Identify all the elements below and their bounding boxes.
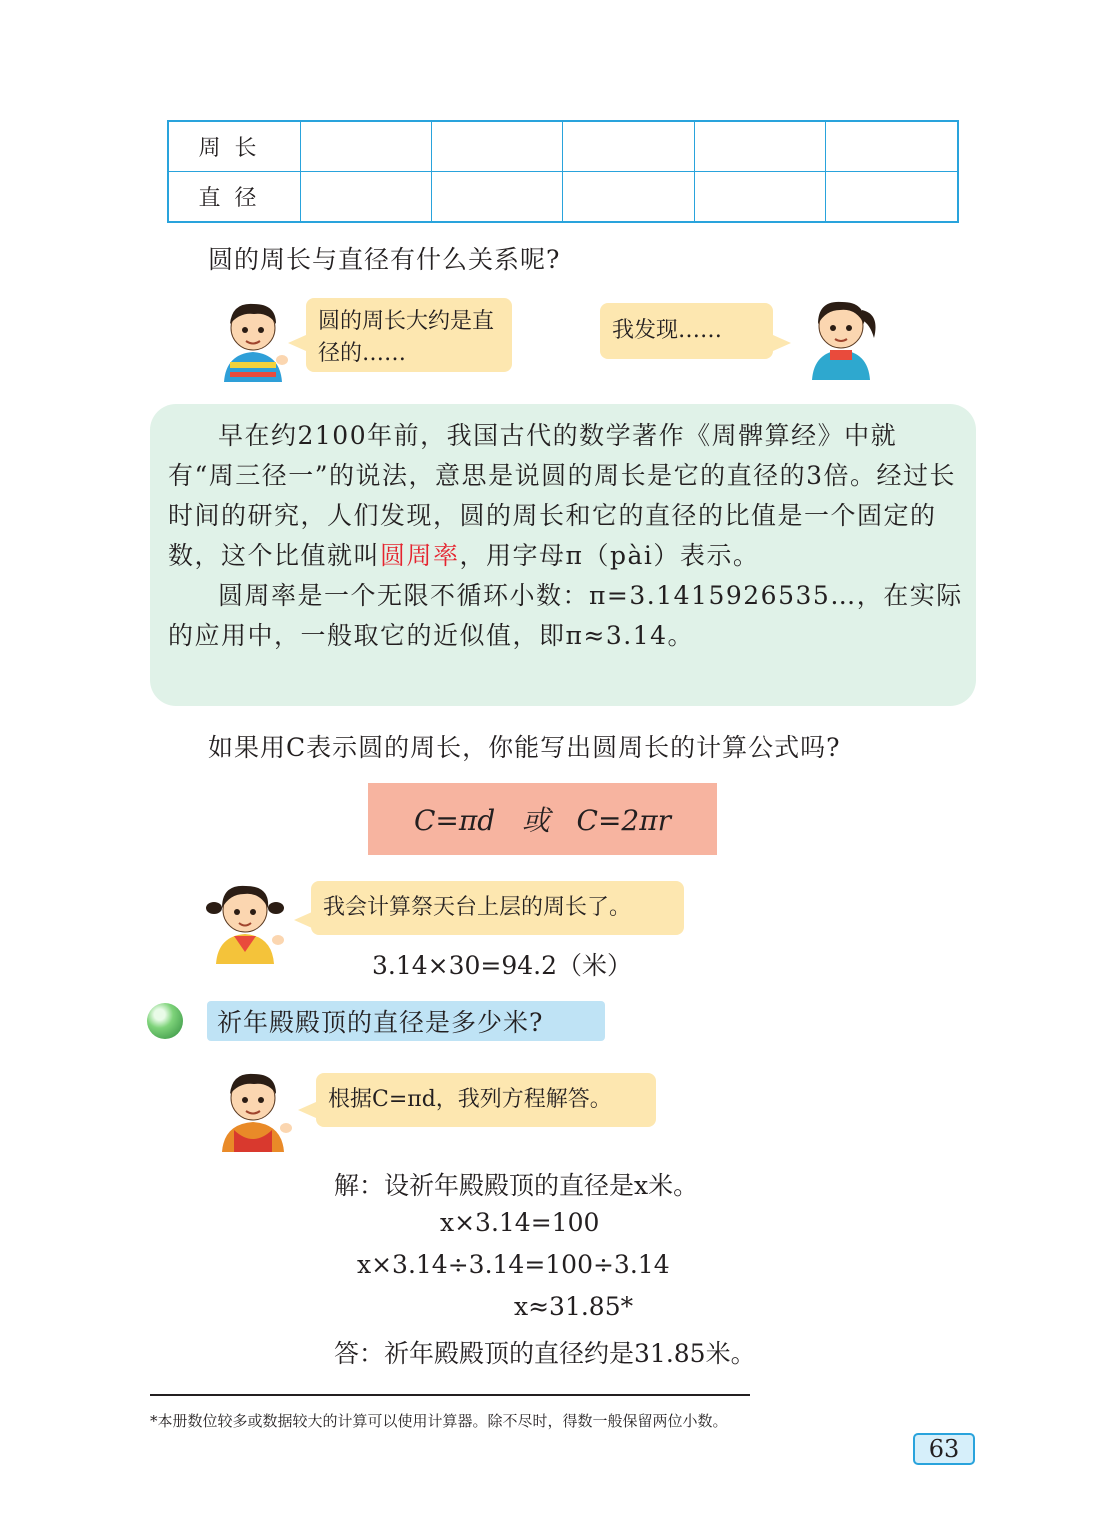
speech-bubble-girl-2: 我会计算祭天台上层的周长了。 [311,881,684,935]
boy-character-icon [214,296,292,382]
table-cell [695,172,826,222]
pi-history-text: 早在约2100年前，我国古代的数学著作《周髀算经》中就有“周三径一”的说法，意思是说圆的周长是它的直径的3倍。经过长时间的研究，人们发现，圆的周长和它的直径的比值是一个固定的数，这个比值就叫 [168,421,956,570]
boy-character-icon [214,1068,294,1152]
table-cell [432,172,563,222]
question-diameter: 祈年殿殿顶的直径是多少米? [207,1001,605,1041]
row-label-circumference: 周长 [169,122,301,172]
footnote: *本册数位较多或数据较大的计算可以使用计算器。除不尽时，得数一般保留两位小数。 [150,1412,728,1430]
speech-bubble-boy-2: 根据C=πd，我列方程解答。 [316,1073,656,1127]
speech-bubble-boy: 圆的周长大约是直径的…… [306,298,512,372]
table-cell [826,172,957,222]
solution-setup: 解：设祈年殿殿顶的直径是x米。 [334,1171,699,1200]
row-label-diameter: 直径 [169,172,301,222]
table-cell [826,122,957,172]
question-formula: 如果用C表示圆的周长，你能写出圆周长的计算公式吗? [208,733,841,762]
girl-character-icon [204,878,290,964]
pi-value-text: 圆周率是一个无限不循环小数：π=3.1415926535…，在实际的应用中，一般取它的近似值，即π≈3.14。 [168,581,963,650]
table-cell [563,172,694,222]
pi-symbol-text: ，用字母π（pài）表示。 [459,541,760,570]
equation-result: x≈31.85* [514,1292,634,1321]
question-relation: 圆的周长与直径有什么关系呢? [208,245,561,274]
table-cell [695,122,826,172]
girl-character-icon [800,294,882,380]
equation-line: x×3.14=100 [440,1208,600,1237]
table-cell [563,122,694,172]
page-number: 63 [913,1433,975,1465]
table-cell [301,172,432,222]
speech-bubble-girl: 我发现…… [600,303,773,359]
formula-box [368,783,717,855]
measurement-table [167,120,959,223]
table-cell [432,122,563,172]
term-pi: 圆周率 [380,541,460,570]
bubble-tail [294,912,312,928]
equation-line: x×3.14÷3.14=100÷3.14 [357,1250,670,1279]
calculation: 3.14×30=94.2（米） [372,951,633,980]
solution-answer: 答：祈年殿殿顶的直径约是31.85米。 [334,1339,756,1368]
circumference-formula: C=πd 或 C=2πr [413,804,672,837]
bubble-tail [773,335,791,351]
footnote-divider [150,1394,750,1396]
table-cell [301,122,432,172]
info-text [168,416,963,656]
bubble-tail [298,1102,316,1118]
bubble-tail [288,335,306,351]
bullet-ball-icon [147,1003,183,1039]
